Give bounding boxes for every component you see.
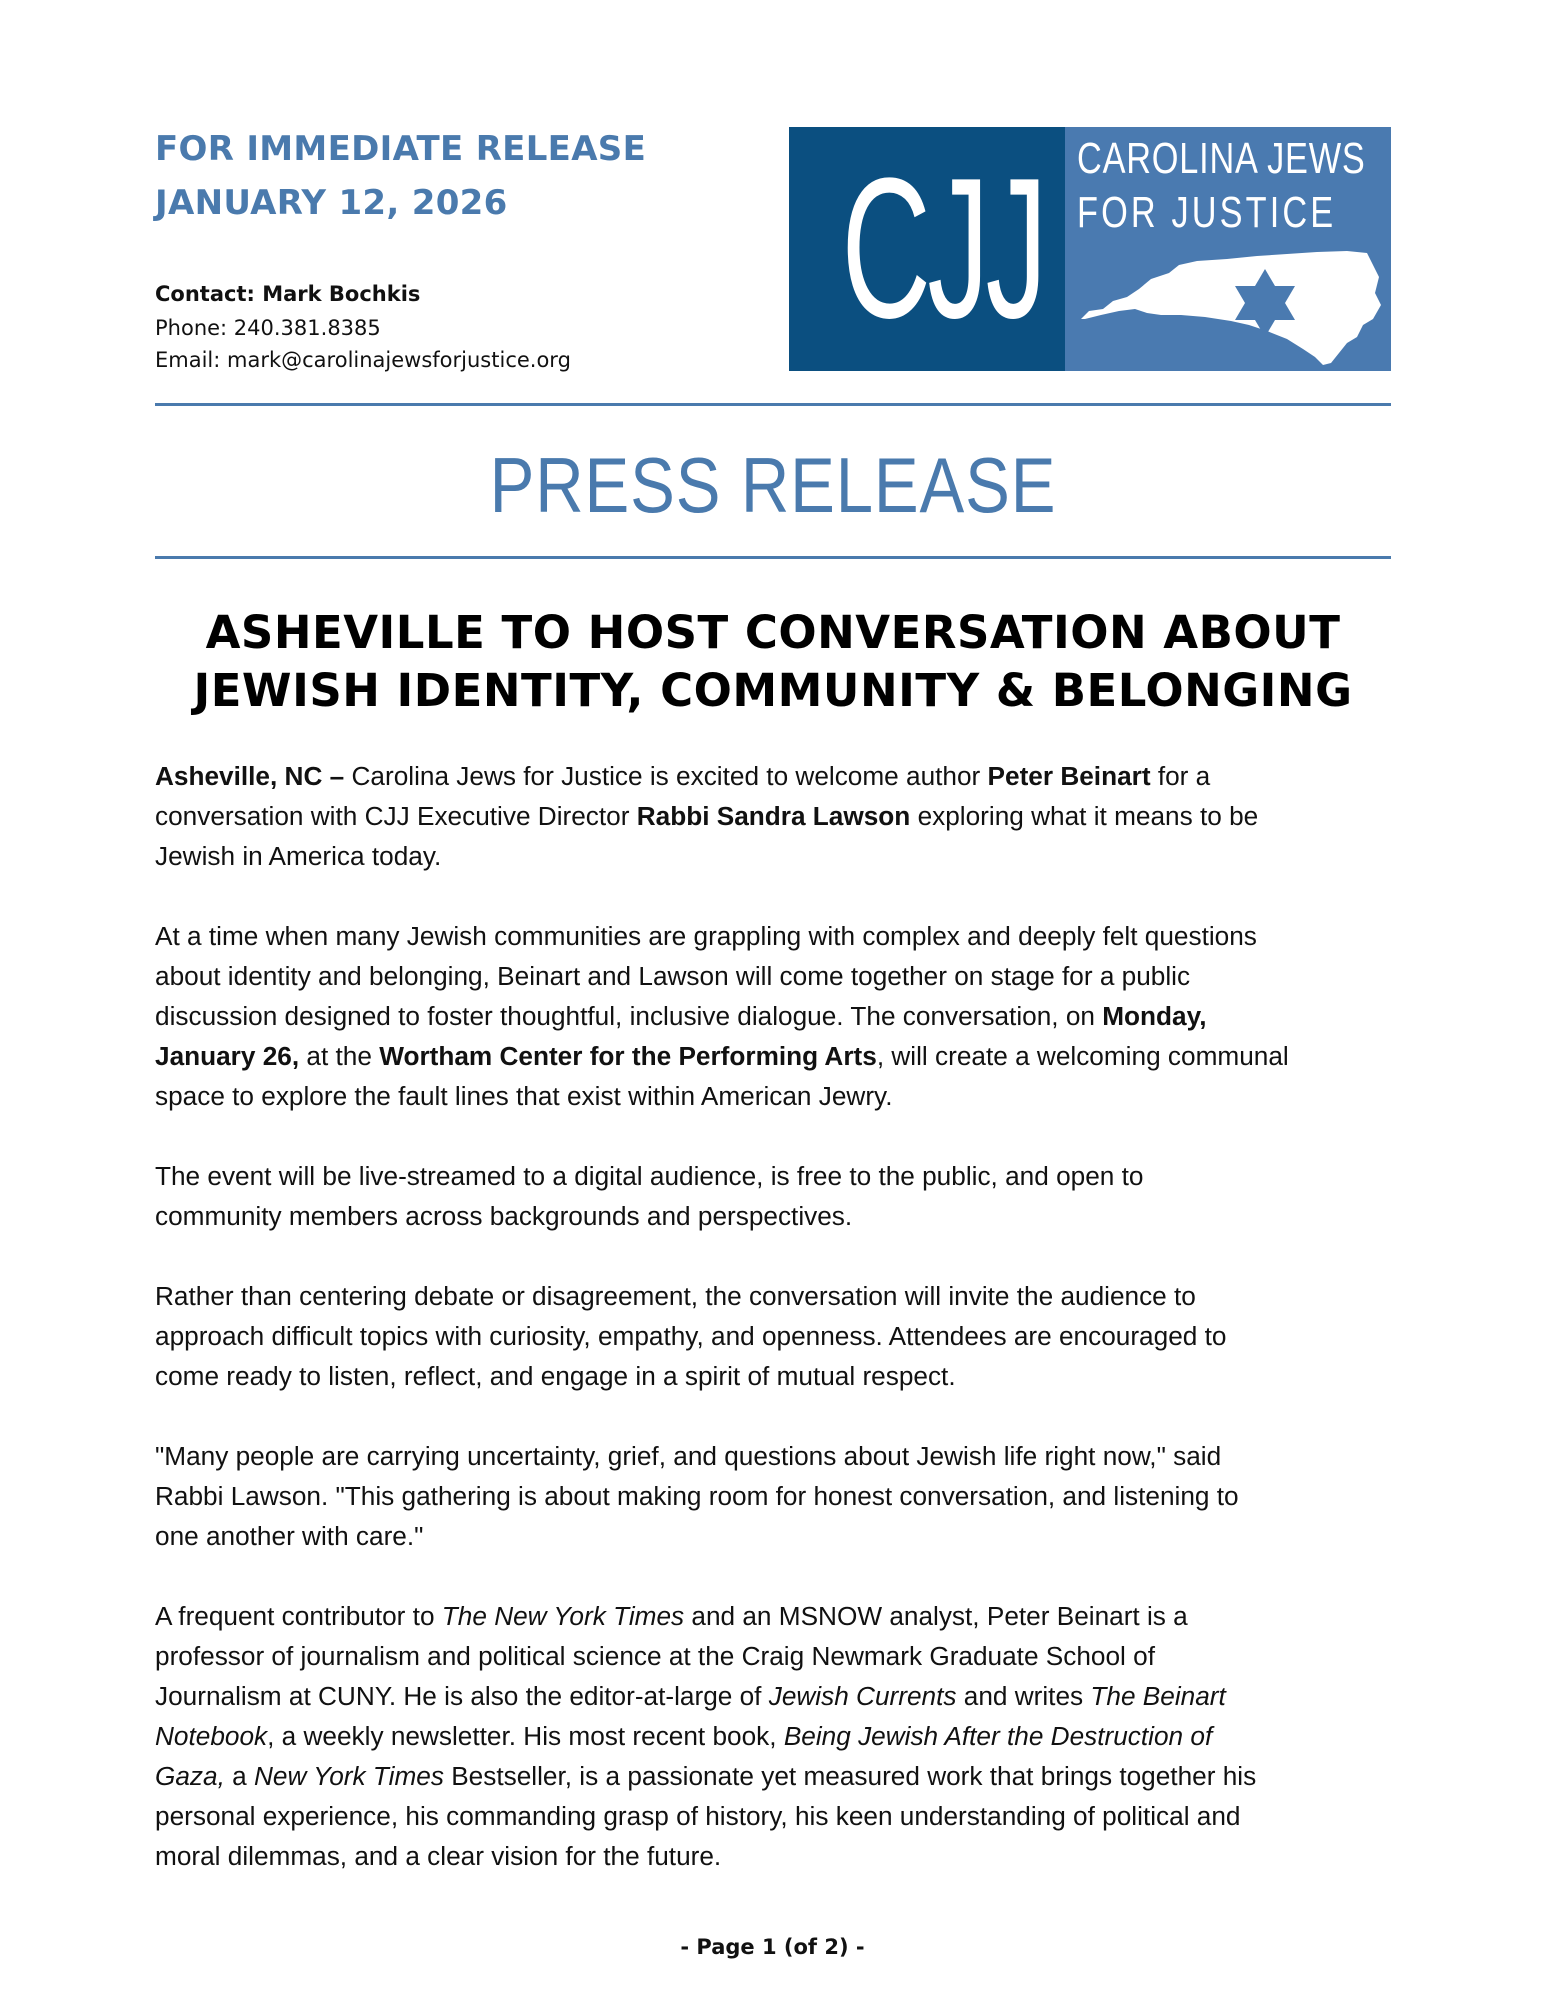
text: one another with care.": [155, 1521, 424, 1551]
logo-name-line2: FOR JUSTICE: [1077, 188, 1337, 237]
logo-light-panel: [1065, 127, 1391, 371]
text: professor of journalism and political science at the Craig Newmark Graduate School of: [155, 1641, 1155, 1671]
body-text: [155, 756, 1400, 1916]
text: , will create a welcoming communal: [876, 1041, 1289, 1071]
text: exploring what it means to be: [910, 801, 1259, 831]
text: Rather than centering debate or disagreement, the conversation will invite the audience to: [155, 1281, 1196, 1311]
text: "Many people are carrying uncertainty, grief, and questions about Jewish life right now," said: [155, 1441, 1222, 1471]
paragraph-approach: [155, 1276, 1400, 1396]
text: Carolina Jews for Justice is excited to welcome author: [344, 761, 988, 791]
release-header: [155, 122, 646, 230]
text: at the: [299, 1041, 380, 1071]
text: A frequent contributor to: [155, 1601, 442, 1631]
release-label: FOR IMMEDIATE RELEASE: [155, 129, 647, 169]
text: approach difficult topics with curiosity, empathy, and openness. Attendees are encouraged to: [155, 1321, 1227, 1351]
text: discussion designed to foster thoughtful, inclusive dialogue. The conversation, on: [155, 1001, 1103, 1031]
state-outline-shape: [1081, 251, 1381, 365]
publication-title: The New York Times: [441, 1601, 685, 1631]
contact-email[interactable]: Email: mark@carolinajewsforjustice.org: [155, 348, 571, 372]
logo-dark-panel: [789, 127, 1065, 371]
cjj-logo: [789, 127, 1391, 371]
contact-block: [155, 276, 571, 376]
contact-name: Contact: Mark Bochkis: [155, 282, 421, 306]
text: and writes: [956, 1681, 1091, 1711]
director-name: Rabbi Sandra Lawson: [636, 801, 911, 831]
paragraph-bio: [155, 1596, 1400, 1876]
headline-line-1: ASHEVILLE TO HOST CONVERSATION ABOUT: [205, 606, 1341, 659]
dateline: Asheville, NC –: [155, 761, 345, 791]
text: for a: [1150, 761, 1211, 791]
newsletter-title: The Beinart: [1090, 1681, 1226, 1711]
text: , a weekly newsletter. His most recent book,: [267, 1721, 784, 1751]
page-title: PRESS RELEASE: [489, 441, 1057, 529]
text: Jewish in America today.: [155, 841, 442, 871]
text: come ready to listen, reflect, and engage in a spirit of mutual respect.: [155, 1361, 956, 1391]
text: a: [224, 1761, 254, 1791]
event-venue: Wortham Center for the Performing Arts: [379, 1041, 877, 1071]
headline: [155, 604, 1391, 720]
event-date: January 26,: [155, 1041, 300, 1071]
text: personal experience, his commanding grasp of history, his keen understanding of political and: [155, 1801, 1241, 1831]
text: Rabbi Lawson. "This gathering is about making room for honest conversation, and listening to: [155, 1481, 1239, 1511]
newsletter-title: Notebook: [155, 1721, 268, 1751]
text: conversation with CJJ Executive Director: [155, 801, 637, 831]
top-divider: [155, 403, 1391, 406]
text: moral dilemmas, and a clear vision for the future.: [155, 1841, 722, 1871]
author-name: Peter Beinart: [987, 761, 1151, 791]
paragraph-livestream: [155, 1156, 1400, 1236]
release-date: JANUARY 12, 2026: [155, 183, 508, 223]
text: about identity and belonging, Beinart and Lawson will come together on stage for a public: [155, 961, 1191, 991]
text: and an MSNOW analyst, Peter Beinart is a: [684, 1601, 1188, 1631]
book-title: Gaza,: [155, 1761, 225, 1791]
text: space to explore the fault lines that exist within American Jewry.: [155, 1081, 893, 1111]
text: The event will be live-streamed to a digital audience, is free to the public, and open to: [155, 1161, 1144, 1191]
logo-name-line1: CAROLINA JEWS: [1077, 134, 1366, 183]
text: Journalism at CUNY. He is also the editor-at-large of: [155, 1681, 769, 1711]
bottom-divider: [155, 556, 1391, 559]
publication-title: New York Times: [254, 1761, 444, 1791]
text: community members across backgrounds and perspectives.: [155, 1201, 853, 1231]
event-day: Monday,: [1102, 1001, 1207, 1031]
paragraph-quote: [155, 1436, 1400, 1556]
text: At a time when many Jewish communities are grappling with complex and deeply felt questions: [155, 921, 1257, 951]
logo-monogram: CJJ: [841, 137, 1044, 360]
paragraph-intro: [155, 756, 1400, 876]
contact-phone: Phone: 240.381.8385: [155, 316, 381, 340]
text: Bestseller, is a passionate yet measured work that brings together his: [443, 1761, 1257, 1791]
north-carolina-map-icon: [1077, 249, 1383, 367]
book-title: Being Jewish After the Destruction of: [783, 1721, 1213, 1751]
publication-title: Jewish Currents: [768, 1681, 957, 1711]
headline-line-2: JEWISH IDENTITY, COMMUNITY & BELONGING: [193, 664, 1353, 717]
page-number: - Page 1 (of 2) -: [680, 1935, 865, 1959]
paragraph-event-details: [155, 916, 1400, 1116]
